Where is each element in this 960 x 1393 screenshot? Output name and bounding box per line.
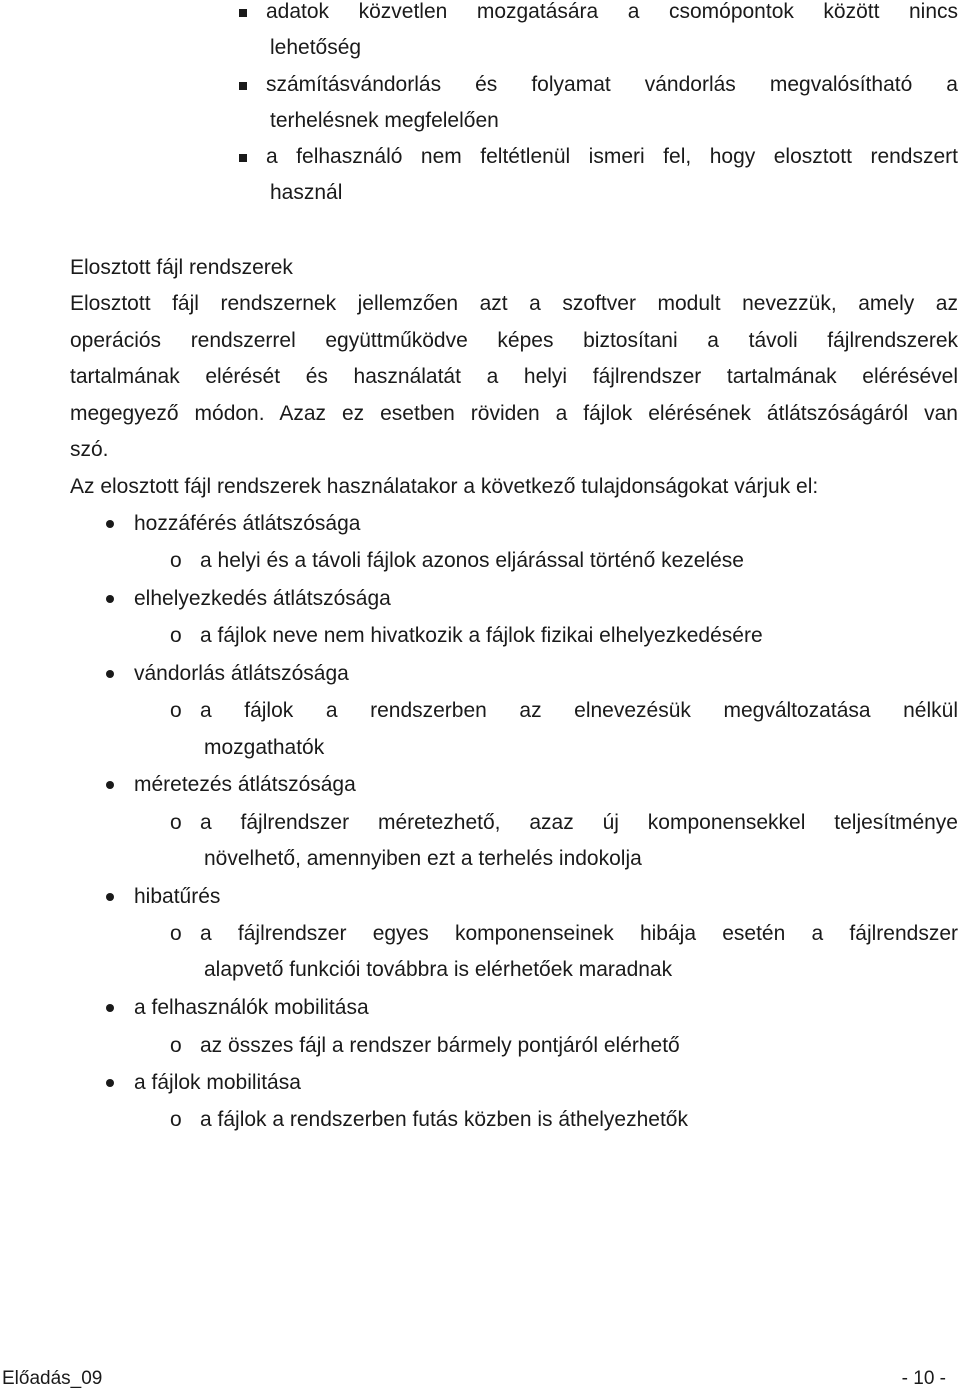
bullet-icon — [106, 781, 114, 789]
property-sub-line: a fájlok neve nem hivatkozik a fájlok fizikai elhelyezkedésére — [200, 624, 763, 647]
property-title: elhelyezkedés átlátszósága — [134, 587, 391, 610]
sub-bullet-icon: o — [170, 624, 182, 647]
property-sub-line-cont: növelhető, amennyiben ezt a terhelés indokolja — [204, 847, 642, 870]
property-title: hibatűrés — [134, 885, 221, 908]
paragraph-line-5: szó. — [70, 438, 109, 461]
sub-bullet-icon: o — [170, 549, 182, 572]
bullet-icon — [106, 1004, 114, 1012]
square-bullet-icon — [239, 9, 247, 17]
property-sub-line: az összes fájl a rendszer bármely pontjáról elérhető — [200, 1034, 680, 1057]
property-sub-line: a fájlrendszer méretezhető, azaz új komponensekkel teljesítménye — [200, 811, 958, 834]
property-sub-line-cont: alapvető funkciói továbbra is elérhetőek maradnak — [204, 958, 673, 981]
square-bullet-icon — [239, 154, 247, 162]
top-list-item-2-line-1: számításvándorlás és folyamat vándorlás megvalósítható a — [266, 73, 958, 96]
paragraph-line-4: megegyező módon. Azaz ez esetben röviden a fájlok elérésének átlátszóságáról van — [70, 402, 958, 425]
property-title: hozzáférés átlátszósága — [134, 512, 361, 535]
bullet-icon — [106, 1079, 114, 1087]
intro-text: Az elosztott fájl rendszerek használatakor a következő tulajdonságokat várjuk el: — [70, 475, 819, 498]
square-bullet-icon — [239, 82, 247, 90]
section-title: Elosztott fájl rendszerek — [70, 256, 293, 279]
bullet-icon — [106, 670, 114, 678]
property-sub-line: a fájlok a rendszerben futás közben is áthelyezhetők — [200, 1108, 688, 1131]
footer-left: Előadás_09 — [2, 1368, 103, 1389]
property-sub-line: a fájlrendszer egyes komponenseinek hibája esetén a fájlrendszer — [200, 922, 958, 945]
top-list-item-3-line-2: használ — [270, 181, 343, 204]
paragraph-line-3: tartalmának elérését és használatát a helyi fájlrendszer tartalmának elérésével — [70, 365, 958, 388]
property-sub-line-cont: mozgathatók — [204, 736, 325, 759]
top-list-item-1-line-2: lehetőség — [270, 36, 362, 59]
property-title: méretezés átlátszósága — [134, 773, 356, 796]
bullet-icon — [106, 595, 114, 603]
sub-bullet-icon: o — [170, 1034, 182, 1057]
footer-page-number: - 10 - — [901, 1368, 946, 1389]
property-sub-line: a helyi és a távoli fájlok azonos eljárással történő kezelése — [200, 549, 744, 572]
top-list-item-1-line-1: adatok közvetlen mozgatására a csomópontok között nincs — [266, 0, 958, 23]
property-sub-line: a fájlok a rendszerben az elnevezésük megváltozatása nélkül — [200, 699, 958, 722]
paragraph-line-1: Elosztott fájl rendszernek jellemzően azt a szoftver modult nevezzük, amely az — [70, 292, 958, 315]
bullet-icon — [106, 520, 114, 528]
property-title: a felhasználók mobilitása — [134, 996, 369, 1019]
top-list-item-2-line-2: terhelésnek megfelelően — [270, 109, 499, 132]
paragraph-line-2: operációs rendszerrel együttműködve képes biztosítani a távoli fájlrendszerek — [70, 329, 958, 352]
property-title: a fájlok mobilitása — [134, 1071, 301, 1094]
top-list-item-3-line-1: a felhasználó nem feltétlenül ismeri fel, hogy elosztott rendszert — [266, 145, 958, 168]
property-title: vándorlás átlátszósága — [134, 662, 349, 685]
sub-bullet-icon: o — [170, 811, 182, 834]
sub-bullet-icon: o — [170, 1108, 182, 1131]
bullet-icon — [106, 893, 114, 901]
sub-bullet-icon: o — [170, 699, 182, 722]
sub-bullet-icon: o — [170, 922, 182, 945]
